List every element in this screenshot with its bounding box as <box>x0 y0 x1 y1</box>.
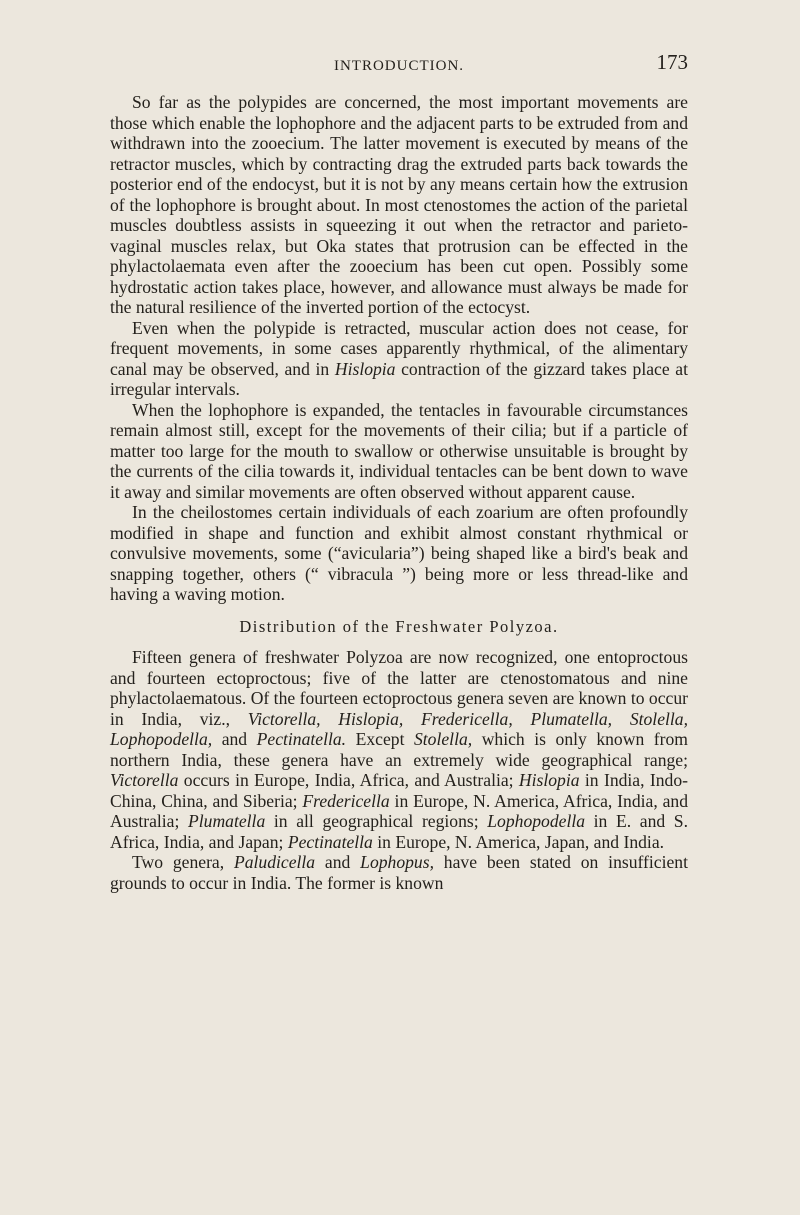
genus-name: Hislopia <box>518 770 580 790</box>
genus-name: Lophopodella <box>487 811 586 831</box>
genus-name: Pectinatella. <box>256 729 347 749</box>
text-run: in E. and S. Africa, India, and Japan; <box>110 811 688 852</box>
section-heading: Distribution of the Freshwater Polyzoa. <box>239 616 559 636</box>
paragraph-genera-distribution <box>110 647 688 852</box>
genus-name: Paludicella <box>233 852 316 872</box>
text-run: occurs in Europe, India, Africa, and Australia; <box>178 770 519 790</box>
text-run: in India, Indo-China, China, and Siberia; <box>110 770 688 811</box>
paragraph-polypide-movements <box>110 92 688 318</box>
text-run: Fifteen genera of freshwater Polyzoa are now recognized, one entoproctous and fourteen ectoproctous; five of the latter are ctenostomatous and nine phylactolaematous. Of the fourteen ectoproctous genera seven are known to occur in India, viz., <box>110 647 688 729</box>
genus-name: Lophopus, <box>360 852 434 872</box>
genus-name: Plumatella <box>188 811 266 831</box>
genus-name: Victorella <box>110 770 179 790</box>
text-run: Even when the polypide is retracted, muscular action does not cease, for frequent movements, in some cases apparently rhythmical, of the alimentary canal may be observed, and in <box>110 317 688 379</box>
text-run: in Europe, N. America, Japan, and India. <box>372 831 665 852</box>
text-run: Two genera, <box>132 852 234 872</box>
genus-name: Stolella, <box>414 729 473 749</box>
text-run: have been stated on insufficient grounds to occur in India. The former is known <box>110 852 688 893</box>
text-run: which is only known from northern India, these genera have an extremely wide geographical range; <box>110 729 688 770</box>
paragraph-expanded-lophophore <box>110 400 688 503</box>
genus-name: Fredericella <box>302 790 390 811</box>
text-run: and <box>212 729 257 749</box>
text-run: In the cheilostomes certain individuals of each zoarium are often profoundly modified in shape and function and exhibit almost constant rhythmical or convulsive movements, some (“avicularia”) being shaped like a bird's beak and snapping together, others (“ vibracula ”) being more or less thread-like and having a waving motion. <box>110 502 688 604</box>
text-run: contraction of the gizzard takes place at irregular intervals. <box>110 358 688 399</box>
genus-name: Pectinatella <box>287 831 373 852</box>
text-run: So far as the polypides are concerned, the most important movements are those which enable the lophophore and the adjacent parts to be extruded from and withdrawn into the zooecium. The latter movement is executed by means of the retractor muscles, which by contracting drag the extruded parts back towards the posterior end of the endocyst, but it is not by any means certain how the extrusion of the lophophore is brought about. In most ctenostomes the action of the parietal muscles doubtless assists in squeezing it out when the retractor and parieto-vaginal muscles relax, but Oka states that protrusion can be effected in the phylactolaemata even after the zooecium has been cut open. Possibly some hydrostatic action takes place, however, and allowance must always be made for the natural resilience of the inverted portion of the ectocyst. <box>110 92 688 317</box>
genus-name: Hislopia <box>334 358 396 379</box>
text-run: in all geographical regions; <box>265 811 488 831</box>
text-run: Except <box>346 729 414 749</box>
running-head: INTRODUCTION. <box>333 58 465 74</box>
paragraph-retracted-polypide <box>110 318 688 400</box>
text-run: in Europe, N. America, Africa, India, and Australia; <box>110 790 688 831</box>
text-run: and <box>315 852 361 872</box>
paragraph-doubtful-genera <box>110 852 688 893</box>
page-header <box>110 50 688 84</box>
paragraph-cheilostomes <box>110 502 688 605</box>
text-run: When the lophophore is expanded, the tentacles in favourable circumstances remain almost still, except for the movements of their cilia; but if a particle of matter too large for the mouth to swallow or otherwise unsuitable is brought by the currents of the cilia towards it, individual tentacles can be bent down to wave it away and similar movements are often observed without apparent cause. <box>110 399 688 502</box>
page-body <box>110 92 688 893</box>
page-number: 173 <box>656 50 688 74</box>
genus-name: Victorella, Hislopia, Fredericella, Plumatella, Stolella, Lophopodella, <box>110 708 688 749</box>
